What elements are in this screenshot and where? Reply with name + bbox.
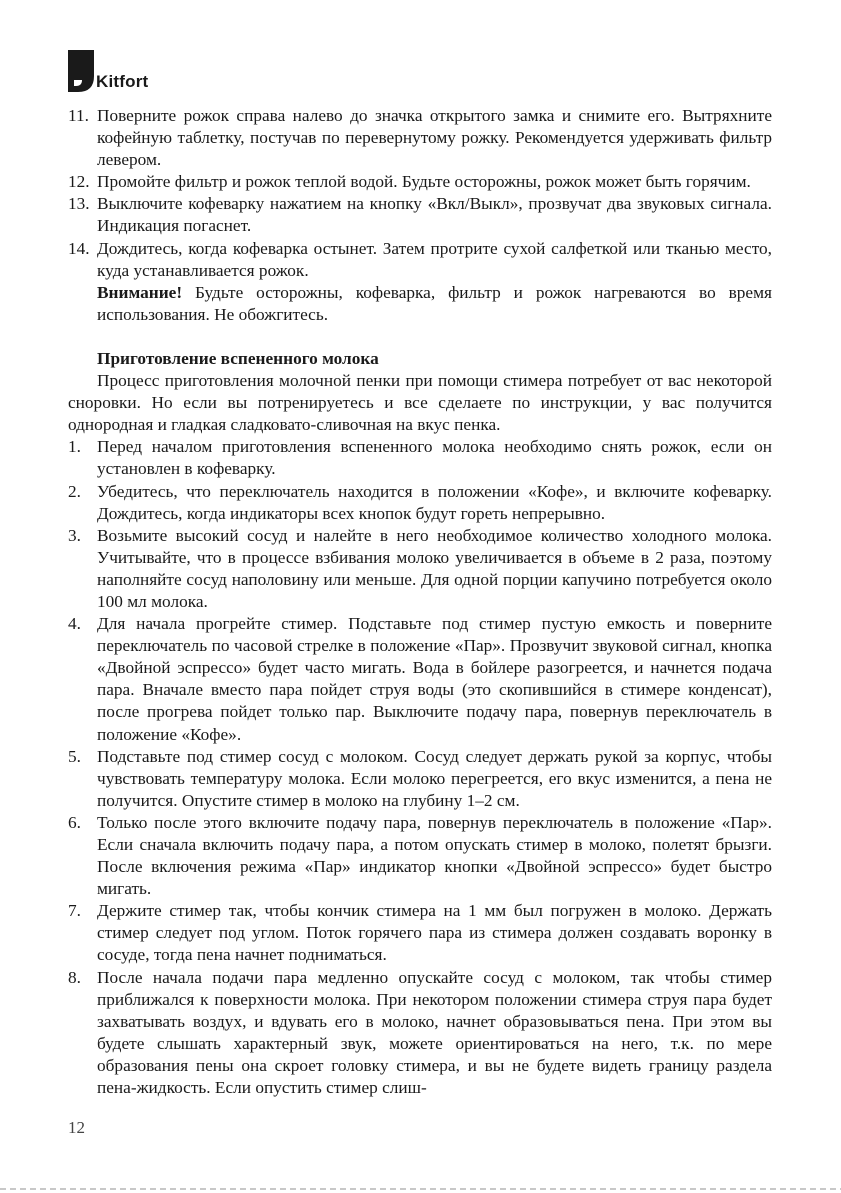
list-text: Для начала прогрейте стимер. Подставьте под стимер пустую емкость и поверните переключатель по часовой стрелке в положение «Пар». Прозвучит звуковой сигнал, кнопка «Двойной эспрессо» будет часто мигать. Вода в бойлере разогреется, и начнется подача пара. Вначале вместо пара пойдет струя воды (это скопившийся в стимере конденсат), после прогрева пойдет только пар. Выключите подачу пара, повернув переключатель в положение «Кофе».: [97, 614, 772, 744]
list-item: [68, 481, 772, 525]
list-number: 4.: [68, 614, 81, 634]
list-text: Поверните рожок справа налево до значка открытого замка и снимите его. Вытряхните кофейную таблетку, постучав по перевернутому рожку. Рекомендуется удерживать фильтр левером.: [97, 106, 772, 170]
list-item: [68, 746, 772, 812]
list-number: 12.: [68, 172, 90, 192]
list-text: Убедитесь, что переключатель находится в положении «Кофе», и включите кофеварку. Дождитесь, когда индикаторы всех кнопок будут гореть непрерывно.: [97, 481, 772, 523]
list-number: 2.: [68, 481, 81, 501]
brand-logo: [68, 50, 148, 92]
bottom-dotted-divider: [0, 1188, 841, 1190]
list-item: [68, 436, 772, 480]
list-text: Дождитесь, когда кофеварка остынет. Затем протрите сухой салфеткой или тканью место, куда устанавливается рожок.: [97, 238, 772, 280]
list-text: Только после этого включите подачу пара, повернув переключатель в положение «Пар». Если сначала включить подачу пара, а потом опускать стимер в молоко, полетят брызги. После включения режима «Пар» индикатор кнопки «Двойной эспрессо» будет быстро мигать.: [97, 812, 772, 899]
list-item: [68, 238, 772, 282]
list-item: [68, 525, 772, 613]
list-item: [68, 613, 772, 746]
list-text: Возьмите высокий сосуд и налейте в него необходимое количество холодного молока. Учитывайте, что в процессе взбивания молоко увеличивается в объеме в 2 раза, поэтому наполняйте сосуд наполовину или меньше. Для одной порции капучино потребуется около 100 мл молока.: [97, 525, 772, 611]
list-text: Выключите кофеварку нажатием на кнопку «Вкл/Выкл», прозвучат два звуковых сигнала. Индикация погаснет.: [97, 194, 772, 236]
section-intro: Процесс приготовления молочной пенки при помощи стимера потребует от вас некоторой сноровки. Но если вы потренируетесь и все сделаете по инструкции, у вас получится однородная и гладкая сладковато-сливочная на вкус пенка.: [68, 371, 772, 435]
list-number: 11.: [68, 106, 89, 125]
list-number: 13.: [68, 194, 90, 214]
page-number: 12: [68, 1118, 85, 1137]
brand-name: Kitfort: [96, 72, 149, 91]
document-body: [68, 105, 772, 1099]
list-number: 7.: [68, 901, 81, 921]
kitfort-logo-icon: [68, 50, 94, 92]
list-text: После начала подачи пара медленно опускайте сосуд с молоком, так чтобы стимер приближался к поверхности молока. При некотором положении стимера струя пара будет захватывать воздух, и вдувать его в молоко, начнет образовываться пена. При этом вы будете слышать характерный звук, можете ориентироваться на него, т.к. по мере образования пены она скроет головку стимера, и вы не будете видеть границу раздела пена-жидкость. Если опустить стимер слиш-: [97, 967, 772, 1098]
section-heading: Приготовление вспененного молока: [97, 348, 379, 368]
list-number: 14.: [68, 238, 90, 258]
section-spacer: [68, 326, 772, 348]
warning-label: Внимание!: [97, 282, 183, 302]
list-item: [68, 193, 772, 237]
list-text: Промойте фильтр и рожок теплой водой. Будьте осторожны, рожок может быть горячим.: [97, 172, 751, 192]
list-item: [68, 812, 772, 900]
list-number: 3.: [68, 525, 81, 545]
list-number: 5.: [68, 746, 81, 766]
list-text: Перед началом приготовления вспененного молока необходимо снять рожок, если он установлен в кофеварку.: [97, 437, 772, 479]
list-item: [68, 171, 772, 193]
list-number: 6.: [68, 812, 81, 832]
warning-text: Будьте осторожны, кофеварка, фильтр и рожок нагреваются во время использования. Не обожгитесь.: [97, 282, 772, 324]
list-text: Подставьте под стимер сосуд с молоком. Сосуд следует держать рукой за корпус, чтобы чувствовать температуру молока. Если молоко перегреется, его вкус изменится, а пена не получится. Опустите стимер в молоко на глубину 1–2 см.: [97, 746, 772, 810]
list-text: Держите стимер так, чтобы кончик стимера на 1 мм был погружен в молоко. Держать стимер следует под углом. Поток горячего пара из стимера должен создавать воронку в сосуде, тогда пена начнет подниматься.: [97, 901, 772, 965]
list-number: 1.: [68, 437, 81, 457]
list-item: [68, 967, 772, 1100]
list-number: 8.: [68, 967, 81, 987]
warning-note: [68, 282, 772, 326]
list-item: [68, 105, 772, 171]
list-item: [68, 900, 772, 966]
